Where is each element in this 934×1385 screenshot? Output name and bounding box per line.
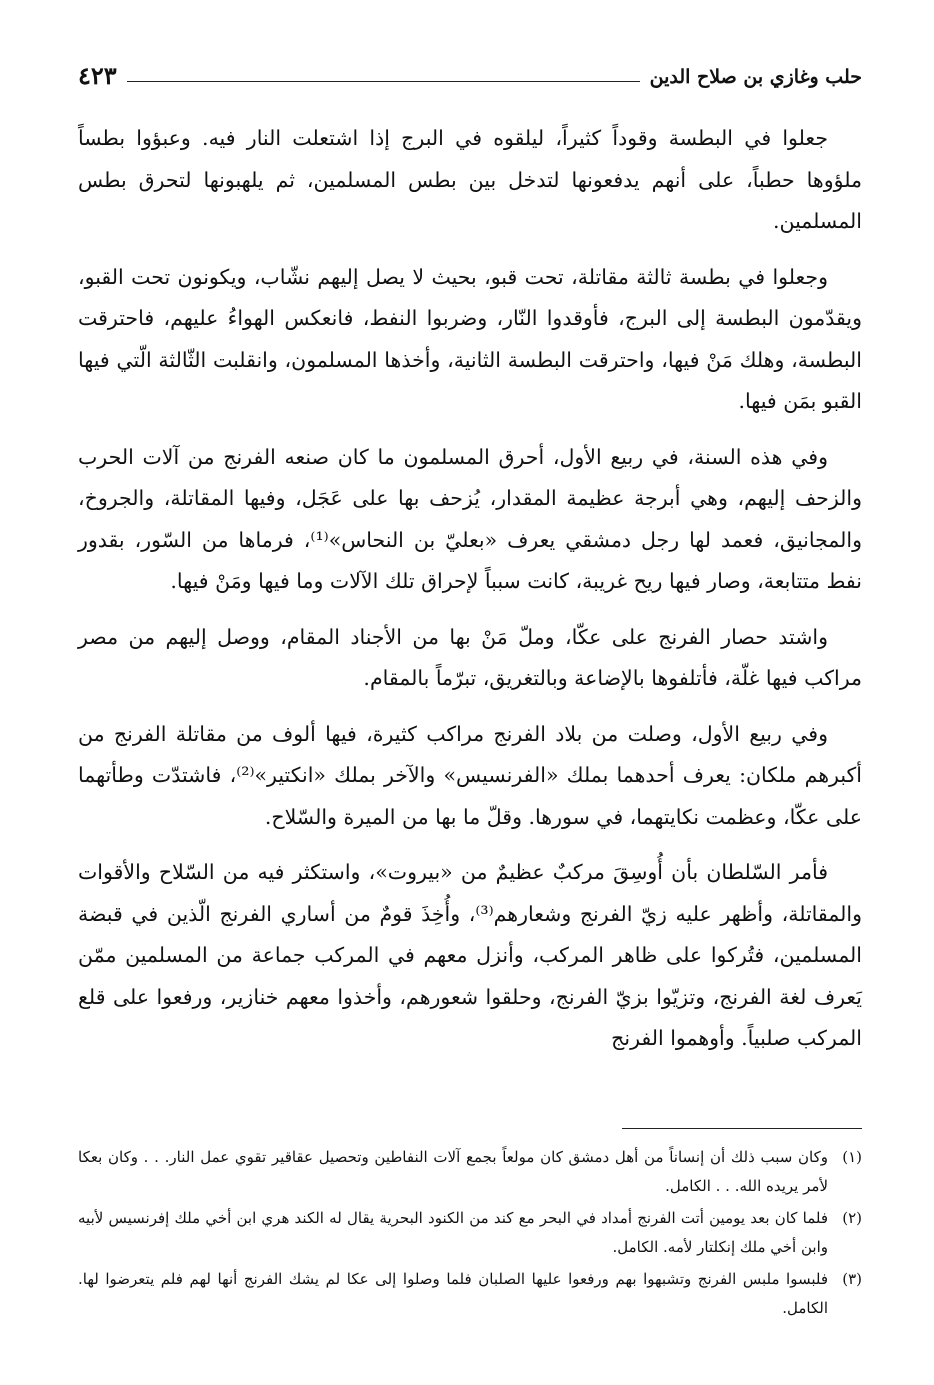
footnote-2 [78,1204,862,1262]
footnote-text: فلما كان بعد يومين أتت الفرنج أمداد في البحر مع كند من الكنود البحرية يقال له الكند هري ابن أخي ملك إفرنسيس لأبيه وابن أخي ملك إنكلتار لأمه. الكامل. [78,1209,829,1256]
footnote-text: وكان سبب ذلك أن إنساناً من أهل دمشق كان مولعاً بجمع آلات النفاطين وتحصيل عقاقير تقوي عمل النار. . . وكان بعكا لأمر يريده الله. . . الكامل. [78,1148,828,1195]
footnote-number: (١) [842,1148,862,1166]
footnote-separator [622,1128,862,1129]
footnote-3 [78,1265,862,1323]
paragraph-3: وفي هذه السنة، في ربيع الأول، أحرق المسلمون ما كان صنعه الفرنج من آلات الحرب والزحف إليهم، وهي أبرجة عظيمة المقدار، يُزحف بها على عَجَل، وفيها المقاتلة، والجروخ، والمجانيق، فعمد لها رجل دمشقي يعرف «بعليّ بن النحاس»⁽¹⁾، فرماها من السّور، بقدور نفط متتابعة، وصار فيها ريح غريبة، كانت سبباً لإحراق تلك الآلات وما فيها ومَنْ فيها. [78,444,863,593]
paragraph-1: جعلوا في البطسة وقوداً كثيراً، ليلقوه في البرج إذا اشتعلت النار فيه. وعبؤوا بطساً ملؤوها حطباً، على أنهم يدفعونها لتدخل بين بطس المسلمين، ثم يلهبونها لتحرق بطس المسلمين. [78,126,862,233]
page-number: ٤٢٣ [78,61,117,90]
paragraph-6: فأمر السّلطان بأن أُوسِقَ مركبٌ عظيمٌ من «بيروت»، واستكثر فيه من السّلاح والأقوات والمقاتلة، وأظهر عليه زيّ الفرنج وشعارهم⁽³⁾، وأُخِذَ قومٌ من أساري الفرنج الّذين في قبضة المسلمين، فتُركوا على ظاهر المركب، وأنزل معهم في المركب جماعة من المسلمين ممّن يَعرف لغة الفرنج، وتزيّوا بزيّ الفرنج، وحلقوا شعورهم، وأخذوا معهم خنازير، ورفعوا على قلع المركب صلبياً. وأوهموا الفرنج [78,860,862,1050]
header-rule [127,81,640,82]
body-text [78,118,862,1074]
paragraph-5: وفي ربيع الأول، وصلت من بلاد الفرنج مراكب كثيرة، فيها ألوف من مقاتلة الفرنج من أكبرهم ملكان: يعرف أحدهما بملك «الفرنسيس» والآخر بملك «انكتير»⁽²⁾، فاشتدّت وطأتهما على عكّا، وعظمت نكايتهما، في سورها. وقلّ ما بها من الميرة والسّلاح. [78,721,862,829]
footnote-1 [78,1143,862,1201]
footnote-number: (٢) [842,1209,863,1227]
paragraph-4: واشتد حصار الفرنج على عكّا، وملّ مَنْ بها من الأجناد المقام، ووصل إليهم من مصر مراكب فيها غلّة، فأتلفوها بالإضاعة وبالتغريق، تبرّماً بالمقام. [78,624,862,690]
footnotes [78,1143,862,1326]
running-title: حلب وغازي بن صلاح الدين [649,66,862,88]
footnote-number: (٣) [842,1270,862,1288]
book-page [78,0,862,1385]
paragraph-2: وجعلوا في بطسة ثالثة مقاتلة، تحت قبو، بحيث لا يصل إليهم نشّاب، ويكونون تحت القبو، ويقدّمون البطسة إلى البرج، فأوقدوا النّار، وضربوا النفط، فانعكس الهواءُ عليهم، فاحترقت البطسة، وهلك مَنْ فيها، واحترقت البطسة الثانية، وأخذها المسلمون، وانقلبت الثّالثة الّتي فيها القبو بمَن فيها. [78,264,862,413]
running-header [78,58,862,92]
footnote-text: فلبسوا ملبس الفرنج وتشبهوا بهم ورفعوا عليها الصلبان فلما وصلوا إلى عكا لم يشك الفرنج أنها لهم فلم يتعرضوا لها. الكامل. [78,1270,828,1317]
